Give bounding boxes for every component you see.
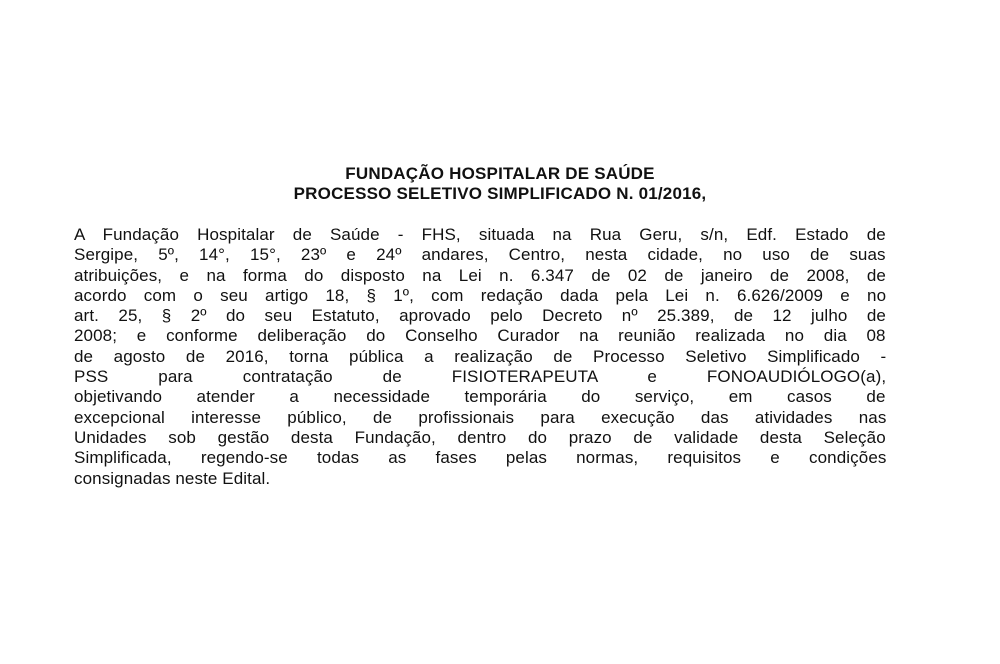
heading-process-title: PROCESSO SELETIVO SIMPLIFICADO N. 01/2016,: [293, 184, 707, 203]
document-heading: [0, 164, 1000, 204]
paragraph-line: de agosto de 2016, torna pública a realização de Processo Seletivo Simplificado -: [74, 346, 887, 366]
paragraph-line: PSS para contratação de FISIOTERAPEUTA e FONOAUDIÓLOGO(a),: [74, 367, 887, 387]
paragraph-line: art. 25, § 2º do seu Estatuto, aprovado pelo Decreto nº 25.389, de 12 julho de: [74, 306, 886, 326]
body-paragraph: [74, 225, 886, 489]
paragraph-line: A Fundação Hospitalar de Saúde - FHS, situada na Rua Geru, s/n, Edf. Estado de: [74, 225, 886, 244]
heading-organization: FUNDAÇÃO HOSPITALAR DE SAÚDE: [345, 164, 655, 183]
paragraph-line: atribuições, e na forma do disposto na Lei n. 6.347 de 02 de janeiro de 2008, de: [74, 265, 886, 285]
paragraph-line: objetivando atender a necessidade temporária do serviço, em casos de: [74, 387, 886, 407]
paragraph-line: consignadas neste Edital.: [74, 468, 271, 488]
paragraph-line: 2008; e conforme deliberação do Conselho Curador na reunião realizada no dia 08: [74, 326, 886, 346]
paragraph-line: excepcional interesse público, de profissionais para execução das atividades nas: [74, 407, 887, 427]
paragraph-line: Sergipe, 5º, 14°, 15°, 23º e 24º andares, Centro, nesta cidade, no uso de suas: [74, 245, 886, 265]
paragraph-line: acordo com o seu artigo 18, § 1º, com redação dada pela Lei n. 6.626/2009 e no: [74, 285, 887, 305]
paragraph-line: Simplificada, regendo-se todas as fases pelas normas, requisitos e condições: [74, 448, 887, 468]
paragraph-line: Unidades sob gestão desta Fundação, dentro do prazo de validade desta Seleção: [74, 427, 886, 447]
